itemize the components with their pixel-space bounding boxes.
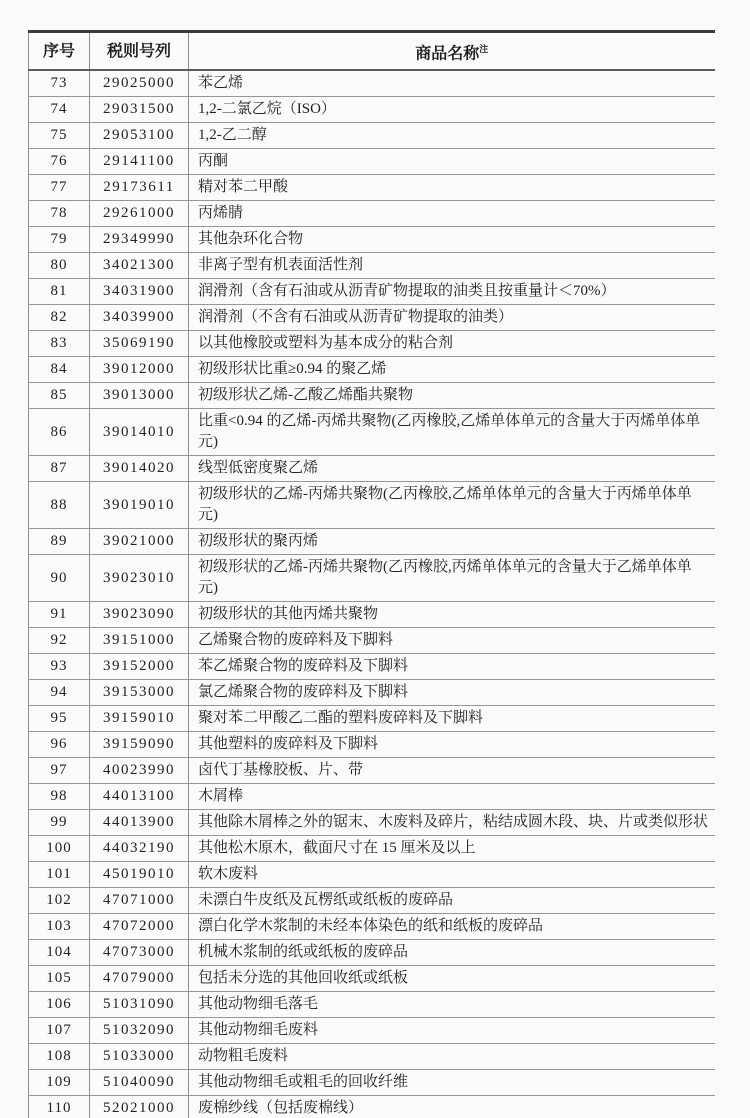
- row-number-cell: 98: [29, 784, 90, 810]
- product-name-cell: 以其他橡胶或塑料为基本成分的粘合剂: [189, 331, 715, 357]
- tariff-code-cell: 51033000: [90, 1044, 189, 1070]
- tariff-code-cell: 47079000: [90, 966, 189, 992]
- row-number-cell: 73: [29, 70, 90, 97]
- product-name-cell: 其他塑料的废碎料及下脚料: [189, 732, 715, 758]
- tariff-code-cell: 45019010: [90, 862, 189, 888]
- product-name-cell: 初级形状的其他丙烯共聚物: [189, 602, 715, 628]
- table-row: [29, 482, 715, 529]
- product-name-cell: 丙酮: [189, 149, 715, 175]
- product-name-cell: 非离子型有机表面活性剂: [189, 253, 715, 279]
- tariff-code-cell: 39152000: [90, 654, 189, 680]
- table-row: [29, 97, 715, 123]
- tariff-code-cell: 51031090: [90, 992, 189, 1018]
- table-row: [29, 628, 715, 654]
- table-row: [29, 888, 715, 914]
- row-number-cell: 77: [29, 175, 90, 201]
- row-number-cell: 78: [29, 201, 90, 227]
- row-number-cell: 110: [29, 1096, 90, 1118]
- row-number-cell: 84: [29, 357, 90, 383]
- row-number-cell: 104: [29, 940, 90, 966]
- tariff-table: [28, 30, 715, 1118]
- table-row: [29, 940, 715, 966]
- row-number-cell: 103: [29, 914, 90, 940]
- tariff-code-cell: 39013000: [90, 383, 189, 409]
- product-name-cell: 比重<0.94 的乙烯-丙烯共聚物(乙丙橡胶,乙烯单体单元的含量大于丙烯单体单元): [189, 409, 715, 456]
- table-row: [29, 1044, 715, 1070]
- product-name-cell: 包括未分选的其他回收纸或纸板: [189, 966, 715, 992]
- table-row: [29, 357, 715, 383]
- tariff-code-cell: 29141100: [90, 149, 189, 175]
- tariff-code-cell: 29025000: [90, 70, 189, 97]
- product-name-cell: 漂白化学木浆制的未经本体染色的纸和纸板的废碎品: [189, 914, 715, 940]
- product-name-cell: 初级形状的乙烯-丙烯共聚物(乙丙橡胶,乙烯单体单元的含量大于丙烯单体单元): [189, 482, 715, 529]
- tariff-code-cell: 39023090: [90, 602, 189, 628]
- tariff-code-cell: 35069190: [90, 331, 189, 357]
- row-number-cell: 102: [29, 888, 90, 914]
- product-name-cell: 废棉纱线（包括废棉线）: [189, 1096, 715, 1118]
- tariff-code-cell: 39023010: [90, 555, 189, 602]
- tariff-code-cell: 52021000: [90, 1096, 189, 1118]
- tariff-code-cell: 39151000: [90, 628, 189, 654]
- table-row: [29, 279, 715, 305]
- tariff-code-cell: 44013900: [90, 810, 189, 836]
- header-note-superscript: 注: [479, 44, 489, 54]
- tariff-code-cell: 34031900: [90, 279, 189, 305]
- product-name-cell: 线型低密度聚乙烯: [189, 456, 715, 482]
- column-header-product-name: [189, 32, 715, 71]
- row-number-cell: 87: [29, 456, 90, 482]
- row-number-cell: 107: [29, 1018, 90, 1044]
- row-number-cell: 95: [29, 706, 90, 732]
- tariff-code-cell: 39159090: [90, 732, 189, 758]
- row-number-cell: 101: [29, 862, 90, 888]
- table-row: [29, 1070, 715, 1096]
- table-row: [29, 758, 715, 784]
- table-row: [29, 227, 715, 253]
- product-name-cell: 1,2-乙二醇: [189, 123, 715, 149]
- product-name-cell: 初级形状的聚丙烯: [189, 529, 715, 555]
- row-number-cell: 109: [29, 1070, 90, 1096]
- product-name-cell: 1,2-二氯乙烷（ISO）: [189, 97, 715, 123]
- tariff-code-cell: 47071000: [90, 888, 189, 914]
- row-number-cell: 81: [29, 279, 90, 305]
- row-number-cell: 89: [29, 529, 90, 555]
- row-number-cell: 100: [29, 836, 90, 862]
- row-number-cell: 82: [29, 305, 90, 331]
- table-row: [29, 810, 715, 836]
- table-row: [29, 175, 715, 201]
- table-body: [29, 70, 715, 1118]
- product-name-cell: 软木废料: [189, 862, 715, 888]
- tariff-code-cell: 51032090: [90, 1018, 189, 1044]
- tariff-code-cell: 29173611: [90, 175, 189, 201]
- row-number-cell: 83: [29, 331, 90, 357]
- document-page: [0, 30, 750, 1118]
- row-number-cell: 86: [29, 409, 90, 456]
- tariff-code-cell: 39159010: [90, 706, 189, 732]
- tariff-code-cell: 29031500: [90, 97, 189, 123]
- tariff-code-cell: 51040090: [90, 1070, 189, 1096]
- tariff-code-cell: 44013100: [90, 784, 189, 810]
- row-number-cell: 106: [29, 992, 90, 1018]
- row-number-cell: 80: [29, 253, 90, 279]
- table-row: [29, 123, 715, 149]
- tariff-code-cell: 44032190: [90, 836, 189, 862]
- product-name-cell: 未漂白牛皮纸及瓦楞纸或纸板的废碎品: [189, 888, 715, 914]
- product-name-cell: 润滑剂（不含有石油或从沥青矿物提取的油类）: [189, 305, 715, 331]
- table-row: [29, 914, 715, 940]
- row-number-cell: 88: [29, 482, 90, 529]
- row-number-cell: 93: [29, 654, 90, 680]
- row-number-cell: 79: [29, 227, 90, 253]
- table-row: [29, 862, 715, 888]
- table-row: [29, 305, 715, 331]
- row-number-cell: 94: [29, 680, 90, 706]
- tariff-code-cell: 39014010: [90, 409, 189, 456]
- table-row: [29, 149, 715, 175]
- table-row: [29, 1096, 715, 1118]
- product-name-cell: 精对苯二甲酸: [189, 175, 715, 201]
- product-name-cell: 其他动物细毛废料: [189, 1018, 715, 1044]
- tariff-code-cell: 39014020: [90, 456, 189, 482]
- tariff-code-cell: 47073000: [90, 940, 189, 966]
- row-number-cell: 75: [29, 123, 90, 149]
- column-header-tariff-code: 税则号列: [90, 32, 189, 71]
- product-name-cell: 其他松木原木，截面尺寸在 15 厘米及以上: [189, 836, 715, 862]
- row-number-cell: 91: [29, 602, 90, 628]
- row-number-cell: 85: [29, 383, 90, 409]
- tariff-code-cell: 34039900: [90, 305, 189, 331]
- row-number-cell: 105: [29, 966, 90, 992]
- table-row: [29, 732, 715, 758]
- product-name-cell: 其他动物细毛落毛: [189, 992, 715, 1018]
- table-row: [29, 966, 715, 992]
- tariff-code-cell: 29053100: [90, 123, 189, 149]
- table-row: [29, 253, 715, 279]
- table-row: [29, 409, 715, 456]
- row-number-cell: 99: [29, 810, 90, 836]
- product-name-cell: 氯乙烯聚合物的废碎料及下脚料: [189, 680, 715, 706]
- row-number-cell: 92: [29, 628, 90, 654]
- product-name-header-text: 商品名称: [415, 45, 480, 63]
- column-header-serial: 序号: [29, 32, 90, 71]
- tariff-code-cell: 39021000: [90, 529, 189, 555]
- table-row: [29, 784, 715, 810]
- product-name-cell: 其他除木屑棒之外的锯末、木废料及碎片，粘结成圆木段、块、片或类似形状: [189, 810, 715, 836]
- product-name-cell: 木屑棒: [189, 784, 715, 810]
- table-header: [29, 32, 715, 71]
- table-row: [29, 654, 715, 680]
- table-row: [29, 529, 715, 555]
- product-name-cell: 动物粗毛废料: [189, 1044, 715, 1070]
- table-row: [29, 456, 715, 482]
- product-name-cell: 其他动物细毛或粗毛的回收纤维: [189, 1070, 715, 1096]
- table-row: [29, 706, 715, 732]
- table-row: [29, 201, 715, 227]
- table-row: [29, 331, 715, 357]
- product-name-cell: 初级形状的乙烯-丙烯共聚物(乙丙橡胶,丙烯单体单元的含量大于乙烯单体单元): [189, 555, 715, 602]
- product-name-cell: 乙烯聚合物的废碎料及下脚料: [189, 628, 715, 654]
- row-number-cell: 76: [29, 149, 90, 175]
- tariff-code-cell: 39153000: [90, 680, 189, 706]
- product-name-cell: 初级形状比重≥0.94 的聚乙烯: [189, 357, 715, 383]
- table-row: [29, 1018, 715, 1044]
- product-name-cell: 卤代丁基橡胶板、片、带: [189, 758, 715, 784]
- product-name-cell: 初级形状乙烯-乙酸乙烯酯共聚物: [189, 383, 715, 409]
- table-row: [29, 555, 715, 602]
- row-number-cell: 74: [29, 97, 90, 123]
- table-row: [29, 602, 715, 628]
- tariff-code-cell: 40023990: [90, 758, 189, 784]
- table-row: [29, 836, 715, 862]
- tariff-code-cell: 47072000: [90, 914, 189, 940]
- product-name-cell: 聚对苯二甲酸乙二酯的塑料废碎料及下脚料: [189, 706, 715, 732]
- row-number-cell: 96: [29, 732, 90, 758]
- tariff-code-cell: 29261000: [90, 201, 189, 227]
- product-name-cell: 润滑剂（含有石油或从沥青矿物提取的油类且按重量计＜70%）: [189, 279, 715, 305]
- row-number-cell: 108: [29, 1044, 90, 1070]
- product-name-cell: 丙烯腈: [189, 201, 715, 227]
- product-name-cell: 苯乙烯聚合物的废碎料及下脚料: [189, 654, 715, 680]
- table-row: [29, 680, 715, 706]
- tariff-code-cell: 39019010: [90, 482, 189, 529]
- table-row: [29, 70, 715, 97]
- row-number-cell: 90: [29, 555, 90, 602]
- table-row: [29, 992, 715, 1018]
- product-name-cell: 其他杂环化合物: [189, 227, 715, 253]
- product-name-cell: 苯乙烯: [189, 70, 715, 97]
- tariff-code-cell: 34021300: [90, 253, 189, 279]
- product-name-cell: 机械木浆制的纸或纸板的废碎品: [189, 940, 715, 966]
- header-row: [29, 32, 715, 71]
- tariff-code-cell: 29349990: [90, 227, 189, 253]
- row-number-cell: 97: [29, 758, 90, 784]
- table-row: [29, 383, 715, 409]
- tariff-code-cell: 39012000: [90, 357, 189, 383]
